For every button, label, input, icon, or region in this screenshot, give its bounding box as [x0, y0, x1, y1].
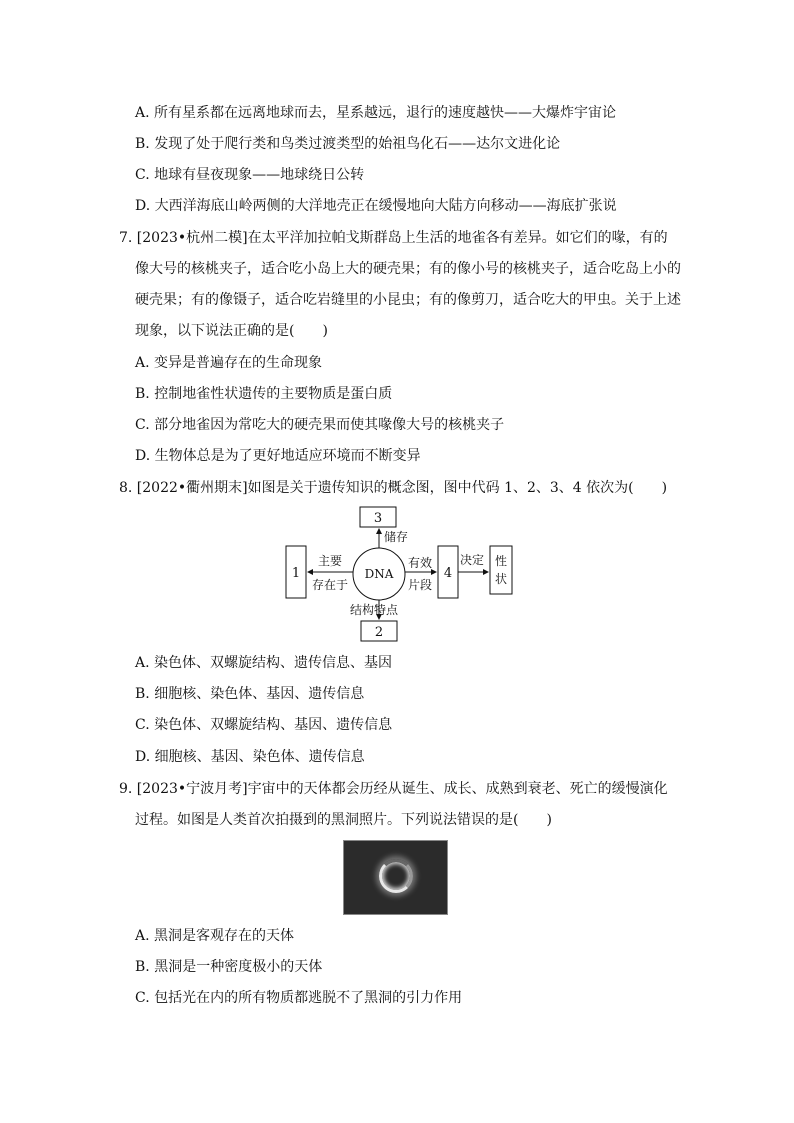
q7-option-c: C. 部分地雀因为常吃大的硬壳果而使其喙像大号的核桃夹子 [135, 417, 505, 433]
q9-option-a: A. 黑洞是客观存在的天体 [135, 928, 295, 944]
genetics-concept-diagram [280, 503, 520, 643]
q7-option-d: D. 生物体总是为了更好地适应环境而不断变异 [135, 448, 421, 464]
q9-option-b: B. 黑洞是一种密度极小的天体 [135, 959, 323, 975]
label-store: 储存 [384, 530, 409, 544]
q7-stem-line-3: 硬壳果；有的像镊子，适合吃岩缝里的小昆虫；有的像剪刀，适合吃大的甲虫。关于上述 [135, 292, 681, 308]
box-3-label: 3 [373, 511, 383, 526]
label-main: 主要 [318, 554, 343, 568]
q6-option-a: A. 所有星系都在远离地球而去，星系越远，退行的速度越快——大爆炸宇宙论 [135, 105, 617, 121]
q6-option-c: C. 地球有昼夜现象——地球绕日公转 [135, 167, 365, 183]
q6-option-d: D. 大西洋海底山岭两侧的大洋地壳正在缓慢地向大陆方向移动——海底扩张说 [135, 198, 617, 214]
black-hole-ring [379, 859, 413, 893]
q8-stem: 8. [2022•衢州期末]如图是关于遗传知识的概念图，图中代码 1、2、3、4 依次为( ) [119, 480, 668, 496]
label-decide: 决定 [460, 553, 485, 567]
q7-stem-line-4: 现象，以下说法正确的是( ) [135, 323, 328, 339]
q7-option-a: A. 变异是普遍存在的生命现象 [135, 355, 323, 371]
q7-stem-line-2: 像大号的核桃夹子，适合吃小岛上大的硬壳果；有的像小号的核桃夹子，适合吃岛上小的 [135, 261, 681, 277]
q8-option-a: A. 染色体、双螺旋结构、遗传信息、基因 [135, 655, 393, 671]
q7-option-b: B. 控制地雀性状遗传的主要物质是蛋白质 [135, 386, 393, 402]
trait-label-2: 状 [494, 572, 508, 586]
q8-option-c: C. 染色体、双螺旋结构、基因、遗传信息 [135, 717, 393, 733]
q9-stem-line-1: 9. [2023•宁波月考]宇宙中的天体都会历经从诞生、成长、成熟到衰老、死亡的缓慢演化 [119, 781, 668, 797]
box-1-label: 1 [291, 566, 301, 581]
label-segment: 片段 [408, 578, 433, 592]
box-2-label: 2 [374, 625, 384, 640]
q8-option-d: D. 细胞核、基因、染色体、遗传信息 [135, 749, 365, 765]
label-structure: 结构特点 [350, 603, 399, 617]
q8-option-b: B. 细胞核、染色体、基因、遗传信息 [135, 686, 365, 702]
box-4-label: 4 [443, 566, 453, 581]
q6-option-b: B. 发现了处于爬行类和鸟类过渡类型的始祖鸟化石——达尔文进化论 [135, 136, 561, 152]
label-exist-in: 存在于 [312, 578, 349, 592]
trait-label-1: 性 [494, 554, 508, 568]
q9-stem-line-2: 过程。如图是人类首次拍摄到的黑洞照片。下列说法错误的是( ) [135, 812, 552, 828]
q7-stem-line-1: 7. [2023•杭州二模]在太平洋加拉帕戈斯群岛上生活的地雀各有差异。如它们的喙，有的 [119, 230, 668, 246]
q9-option-c: C. 包括光在内的所有物质都逃脱不了黑洞的引力作用 [135, 990, 463, 1006]
dna-label: DNA [364, 567, 394, 581]
black-hole-photo [343, 840, 448, 915]
label-effective: 有效 [408, 556, 433, 570]
